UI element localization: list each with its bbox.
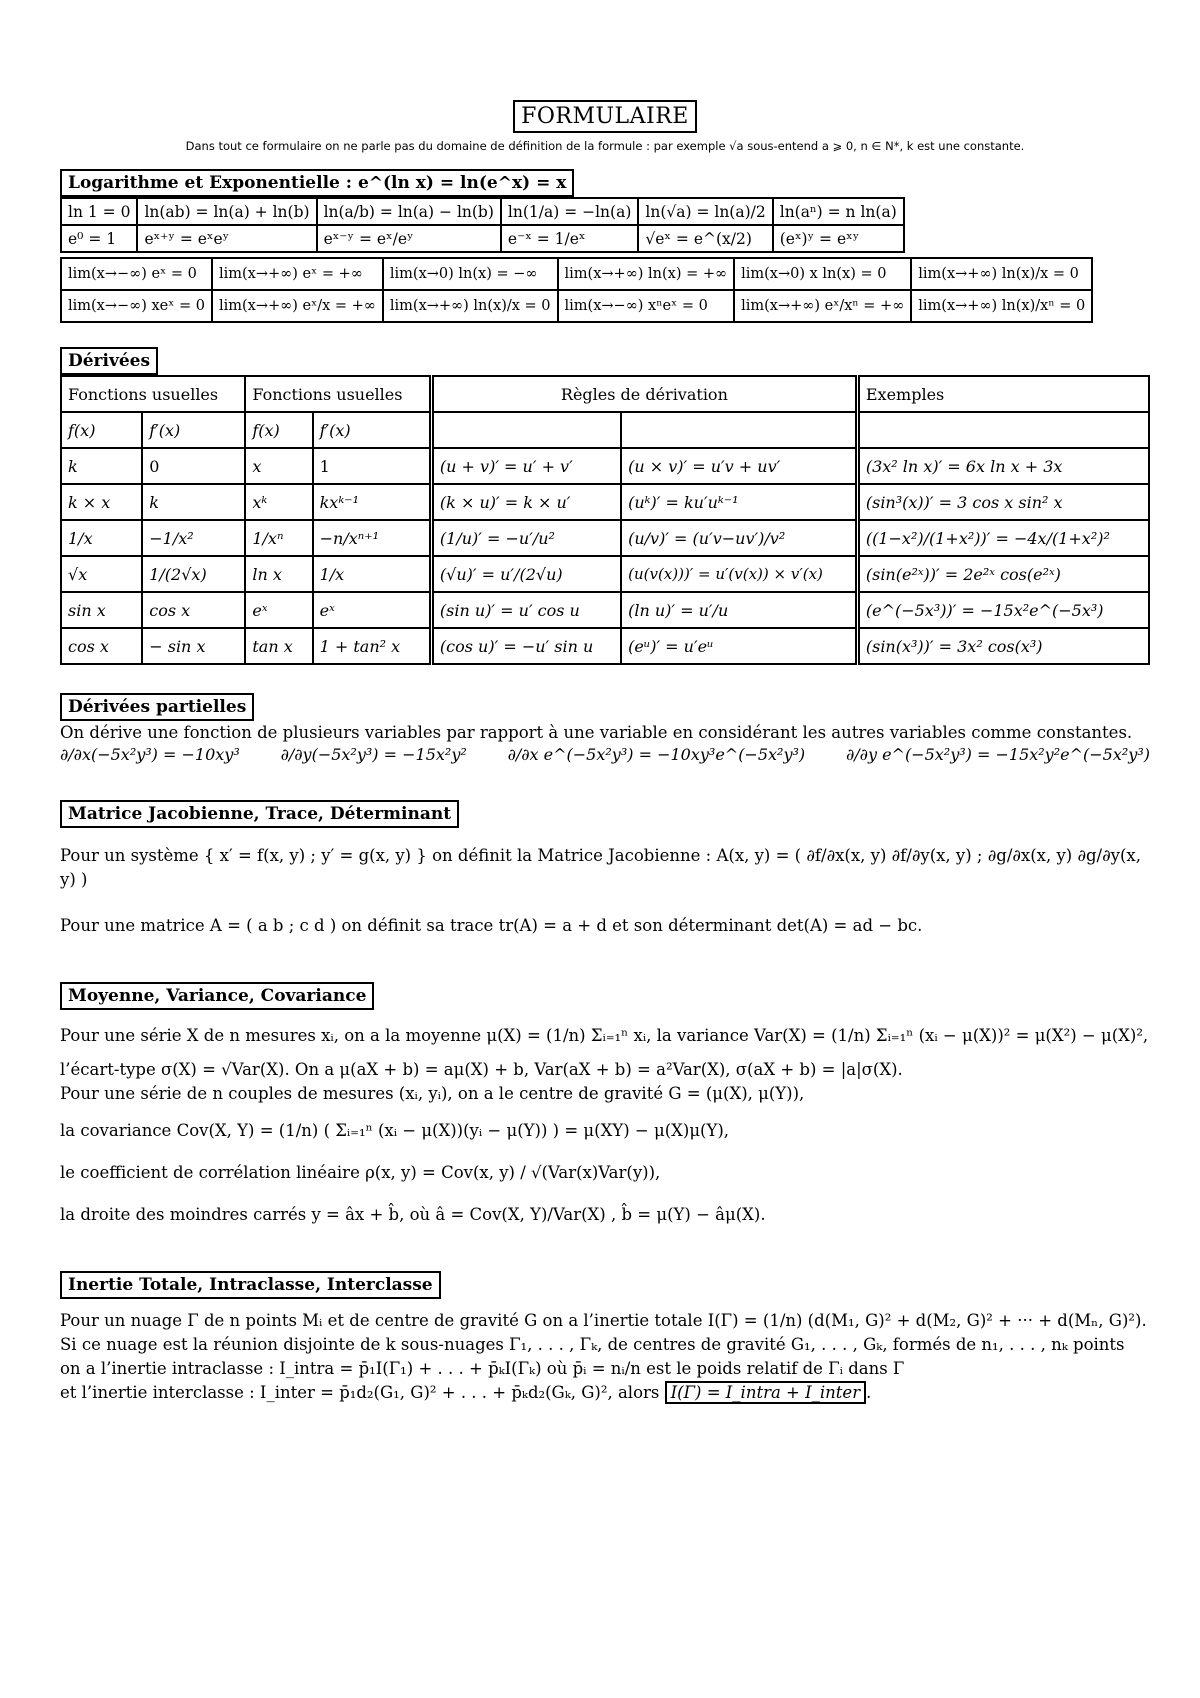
- stats-line: l’écart-type σ(X) = √Var(X). On a μ(aX + b) = aμ(X) + b, Var(aX + b) = a²Var(X), σ(aX + b) = |a|σ(X).: [60, 1059, 903, 1079]
- table-subheader: f(x): [245, 412, 312, 448]
- table-cell: eˣ⁻ʸ = eˣ/eʸ: [317, 225, 501, 252]
- table-cell: k: [142, 484, 245, 520]
- stats-line: la covariance Cov(X, Y) = (1/n) ( Σᵢ₌₁ⁿ (xᵢ − μ(X))(yᵢ − μ(Y)) ) = μ(XY) − μ(X)μ(Y),: [60, 1121, 730, 1141]
- table-cell: ln x: [245, 556, 312, 592]
- trace-determinant-line: Pour une matrice A = ( a b ; c d ) on définit sa trace tr(A) = a + d et son déterminant det(A) = ad − bc.: [60, 915, 923, 935]
- table-row: [61, 628, 1149, 664]
- table-row: [61, 484, 1149, 520]
- table-cell: (sin u)′ = u′ cos u: [431, 592, 621, 628]
- table-cell: eˣ: [313, 592, 432, 628]
- table-subheader: f′(x): [313, 412, 432, 448]
- table-cell: lim(x→+∞) ln(x)/xⁿ = 0: [911, 290, 1092, 322]
- table-cell: lim(x→+∞) ln(x)/x = 0: [911, 258, 1092, 290]
- stats-line: Pour une série de n couples de mesures (xᵢ, yᵢ), on a le centre de gravité G = (μ(X), μ(Y)),: [60, 1083, 805, 1103]
- table-cell: ln(a/b) = ln(a) − ln(b): [317, 198, 501, 225]
- table-cell: lim(x→−∞) xⁿeˣ = 0: [558, 290, 735, 322]
- table-cell: x: [245, 448, 312, 484]
- table-cell: [621, 412, 857, 448]
- table-cell: −1/x²: [142, 520, 245, 556]
- inertia-line: on a l’inertie intraclasse : I_intra = p̄₁I(Γ₁) + . . . + p̄ₖI(Γₖ) où p̄ᵢ = nᵢ/n est le poids relatif de Γᵢ dans Γ: [60, 1359, 905, 1379]
- table-cell: 1 + tan² x: [313, 628, 432, 664]
- table-cell: lim(x→−∞) xeˣ = 0: [61, 290, 212, 322]
- table-subheader: f′(x): [142, 412, 245, 448]
- limits-table: [60, 257, 1093, 323]
- table-cell: k: [61, 448, 142, 484]
- table-cell: ln(√a) = ln(a)/2: [638, 198, 772, 225]
- table-header: Fonctions usuelles: [61, 376, 245, 412]
- table-cell: (u × v)′ = u′v + uv′: [621, 448, 857, 484]
- partial-formula: ∂/∂y e^(−5x²y³) = −15x²y²e^(−5x²y³): [846, 744, 1150, 764]
- table-cell: lim(x→0) x ln(x) = 0: [734, 258, 911, 290]
- table-row: [61, 198, 904, 225]
- table-cell: e⁻ˣ = 1/eˣ: [501, 225, 638, 252]
- table-cell: 0: [142, 448, 245, 484]
- table-cell: (uᵏ)′ = ku′uᵏ⁻¹: [621, 484, 857, 520]
- table-cell: (k × u)′ = k × u′: [431, 484, 621, 520]
- table-header: Exemples: [857, 376, 1149, 412]
- table-cell: lim(x→+∞) ln(x)/x = 0: [383, 290, 558, 322]
- table-cell: k × x: [61, 484, 142, 520]
- partial-formulas: [60, 745, 1150, 764]
- stats-line: le coefficient de corrélation linéaire ρ(x, y) = Cov(x, y) / √(Var(x)Var(y)),: [60, 1163, 661, 1183]
- table-subheader-row: [61, 412, 1149, 448]
- partial-formula: ∂/∂x(−5x²y³) = −10xy³: [60, 744, 240, 764]
- page-title: FORMULAIRE: [513, 100, 697, 133]
- partial-text: On dérive une fonction de plusieurs variables par rapport à une variable en considérant les autres variables comme constantes.: [60, 723, 1133, 742]
- inertia-last-text: et l’inertie interclasse : I_inter = p̄₁d₂(G₁, G)² + . . . + p̄ₖd₂(Gₖ, G)², alors: [60, 1382, 660, 1402]
- page-subtitle: Dans tout ce formulaire on ne parle pas du domaine de définition de la formule : par exemple √a sous-entend a ⩾ 0, n ∈ N*, k est une constante.: [185, 139, 1025, 153]
- table-cell: 1: [313, 448, 432, 484]
- table-header: Règles de dérivation: [431, 376, 857, 412]
- table-cell: [431, 412, 621, 448]
- table-cell: lim(x→+∞) ln(x) = +∞: [558, 258, 735, 290]
- partial-formula: ∂/∂x e^(−5x²y³) = −10xy³e^(−5x²y³): [507, 744, 806, 764]
- table-cell: eˣ: [245, 592, 312, 628]
- table-cell: lim(x→+∞) eˣ/x = +∞: [212, 290, 383, 322]
- table-cell: 1/x: [61, 520, 142, 556]
- table-cell: xᵏ: [245, 484, 312, 520]
- jacobian-line: Pour un système { x′ = f(x, y) ; y′ = g(x, y) } on définit la Matrice Jacobienne : A(x, y) = ( ∂f/∂x(x, y) ∂f/∂y(x, y) ; ∂g/∂x(x, y) ∂g/∂y(x, y) ): [60, 845, 1141, 889]
- table-cell: cos x: [142, 592, 245, 628]
- table-cell: (u + v)′ = u′ + v′: [431, 448, 621, 484]
- table-cell: 1/(2√x): [142, 556, 245, 592]
- table-cell: (sin(x³))′ = 3x² cos(x³): [857, 628, 1149, 664]
- table-subheader: f(x): [61, 412, 142, 448]
- table-cell: (√u)′ = u′/(2√u): [431, 556, 621, 592]
- section-heading-statistiques: Moyenne, Variance, Covariance: [60, 982, 374, 1010]
- stats-line: la droite des moindres carrés y = âx + b̂, où â = Cov(X, Y)/Var(X) , b̂ = μ(Y) − âμ(X).: [60, 1205, 766, 1225]
- table-cell: ln(ab) = ln(a) + ln(b): [137, 198, 316, 225]
- table-cell: kxᵏ⁻¹: [313, 484, 432, 520]
- table-cell: eˣ⁺ʸ = eˣeʸ: [137, 225, 316, 252]
- table-cell: −n/xⁿ⁺¹: [313, 520, 432, 556]
- stats-line: Pour une série X de n mesures xᵢ, on a la moyenne μ(X) = (1/n) Σᵢ₌₁ⁿ xᵢ, la variance Var(X) = (1/n) Σᵢ₌₁ⁿ (xᵢ − μ(X))² = μ(X²) − μ(X)²,: [60, 1025, 1149, 1045]
- table-row: [61, 592, 1149, 628]
- table-row: [61, 258, 1092, 290]
- table-row: [61, 448, 1149, 484]
- table-cell: (ln u)′ = u′/u: [621, 592, 857, 628]
- inertia-line-final: [60, 1381, 1150, 1405]
- table-cell: ((1−x²)/(1+x²))′ = −4x/(1+x²)²: [857, 520, 1149, 556]
- table-cell: 1/xⁿ: [245, 520, 312, 556]
- section-heading-jacobienne: Matrice Jacobienne, Trace, Déterminant: [60, 800, 459, 828]
- table-row: [61, 225, 904, 252]
- table-cell: lim(x→+∞) eˣ = +∞: [212, 258, 383, 290]
- section-heading-derivees: Dérivées: [60, 347, 158, 375]
- table-cell: ln 1 = 0: [61, 198, 137, 225]
- section-heading-partielles: Dérivées partielles: [60, 693, 254, 721]
- table-cell: lim(x→−∞) eˣ = 0: [61, 258, 212, 290]
- table-cell: cos x: [61, 628, 142, 664]
- table-cell: √x: [61, 556, 142, 592]
- formulaire-page: [60, 100, 1150, 1405]
- table-cell: (u(v(x)))′ = u′(v(x)) × v′(x): [621, 556, 857, 592]
- table-cell: (sin³(x))′ = 3 cos x sin² x: [857, 484, 1149, 520]
- table-header-row: [61, 376, 1149, 412]
- inertia-end: .: [866, 1382, 872, 1402]
- table-cell: ln(1/a) = −ln(a): [501, 198, 638, 225]
- table-cell: 1/x: [313, 556, 432, 592]
- inertia-line: Pour un nuage Γ de n points Mᵢ et de centre de gravité G on a l’inertie totale I(Γ) = (1/n) (d(M₁, G)² + d(M₂, G)² + ··· + d(Mₙ, G)²).: [60, 1311, 1147, 1331]
- table-cell: (e^(−5x³))′ = −15x²e^(−5x³): [857, 592, 1149, 628]
- table-row: [61, 556, 1149, 592]
- table-cell: [857, 412, 1149, 448]
- inertia-line: Si ce nuage est la réunion disjointe de k sous-nuages Γ₁, . . . , Γₖ, de centres de gravité G₁, . . . , Gₖ, formés de n₁, . . . , nₖ points: [60, 1335, 1125, 1355]
- section-heading-inertie: Inertie Totale, Intraclasse, Interclasse: [60, 1271, 441, 1299]
- table-cell: (3x² ln x)′ = 6x ln x + 3x: [857, 448, 1149, 484]
- table-cell: (1/u)′ = −u′/u²: [431, 520, 621, 556]
- derivees-table: [60, 375, 1150, 665]
- table-cell: lim(x→+∞) eˣ/xⁿ = +∞: [734, 290, 911, 322]
- table-cell: (eˣ)ʸ = eˣʸ: [773, 225, 904, 252]
- partial-formula: ∂/∂y(−5x²y³) = −15x²y²: [280, 744, 467, 764]
- table-cell: (eᵘ)′ = u′eᵘ: [621, 628, 857, 664]
- table-cell: (cos u)′ = −u′ sin u: [431, 628, 621, 664]
- inertia-boxed-formula: I(Γ) = I_intra + I_inter: [665, 1381, 866, 1404]
- table-cell: lim(x→0) ln(x) = −∞: [383, 258, 558, 290]
- log-table: [60, 197, 905, 253]
- table-cell: e⁰ = 1: [61, 225, 137, 252]
- table-row: [61, 290, 1092, 322]
- table-header: Fonctions usuelles: [245, 376, 431, 412]
- table-row: [61, 520, 1149, 556]
- table-cell: ln(aⁿ) = n ln(a): [773, 198, 904, 225]
- section-heading-log: Logarithme et Exponentielle : e^(ln x) = ln(e^x) = x: [60, 169, 574, 197]
- table-cell: tan x: [245, 628, 312, 664]
- table-cell: sin x: [61, 592, 142, 628]
- table-cell: − sin x: [142, 628, 245, 664]
- table-cell: (sin(e²ˣ))′ = 2e²ˣ cos(e²ˣ): [857, 556, 1149, 592]
- table-cell: (u/v)′ = (u′v−uv′)/v²: [621, 520, 857, 556]
- table-cell: √eˣ = e^(x/2): [638, 225, 772, 252]
